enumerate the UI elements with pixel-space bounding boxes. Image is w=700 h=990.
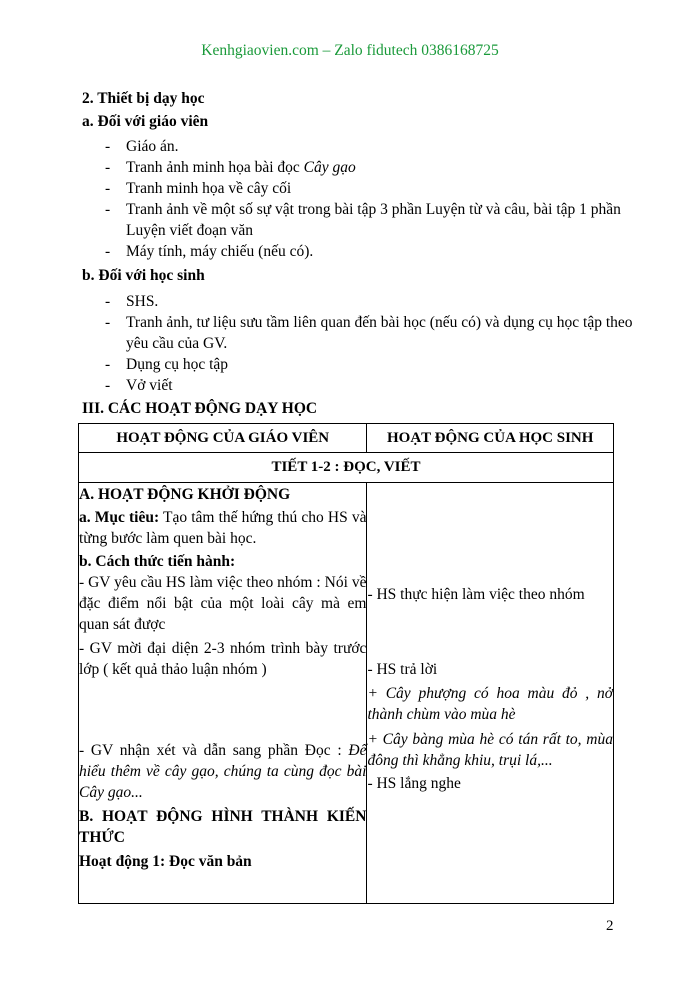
teacher-subtitle: a. Đối với giáo viên bbox=[82, 113, 209, 130]
objective-paragraph: a. Mục tiêu: Tạo tâm thế hứng thú cho HS và từng bước làm quen bài học. bbox=[79, 509, 367, 547]
page-header: Kenhgiaovien.com – Zalo fidutech 0386168725 bbox=[201, 42, 499, 59]
teacher-step-2: - GV mời đại diện 2-3 nhóm trình bày trước lớp ( kết quả thảo luận nhóm ) bbox=[79, 640, 367, 678]
activity-1-heading: Hoạt động 1: Đọc văn bản bbox=[79, 853, 252, 870]
list-item: - SHS. bbox=[105, 291, 641, 312]
student-response-1: - HS thực hiện làm việc theo nhóm bbox=[367, 586, 585, 603]
student-response-3: + Cây phượng có hoa màu đỏ , nở thành chùm vào mùa hè bbox=[367, 685, 613, 723]
col-header-student: HOẠT ĐỘNG CỦA HỌC SINH bbox=[367, 424, 614, 453]
student-response-4: + Cây bàng mùa hè có tán rất to, mùa đông thì khẳng khiu, trụi lá,... bbox=[367, 731, 613, 769]
section-3-title: III. CÁC HOẠT ĐỘNG DẠY HỌC bbox=[82, 400, 318, 417]
teacher-step-3: - GV nhận xét và dẫn sang phần Đọc : Để hiểu thêm về cây gạo, chúng ta cùng đọc bài Cây gạo... bbox=[79, 742, 367, 801]
list-item: - Dụng cụ học tập bbox=[105, 354, 641, 375]
activity-a-heading: A. HOẠT ĐỘNG KHỞI ĐỘNG bbox=[79, 486, 291, 503]
student-subtitle: b. Đối với học sinh bbox=[82, 267, 205, 284]
list-item: - Tranh ảnh, tư liệu sưu tầm liên quan đến bài học (nếu có) và dụng cụ học tập theo yêu cầu của GV. bbox=[105, 312, 641, 354]
activity-b-heading: B. HOẠT ĐỘNG HÌNH THÀNH KIẾN THỨC bbox=[79, 808, 367, 846]
activities-table bbox=[78, 423, 614, 904]
list-item: - Tranh minh họa về cây cối bbox=[105, 178, 641, 199]
teacher-equipment-list bbox=[105, 136, 641, 262]
list-item: - Máy tính, máy chiếu (nếu có). bbox=[105, 241, 641, 262]
student-equipment-list bbox=[105, 291, 641, 396]
list-item: - Tranh ảnh về một số sự vật trong bài tập 3 phần Luyện từ và câu, bài tập 1 phần Luyện viết đoạn văn bbox=[105, 199, 641, 241]
student-response-2: - HS trả lời bbox=[367, 661, 438, 678]
section-2-title: 2. Thiết bị dạy học bbox=[82, 90, 205, 107]
teacher-step-1: - GV yêu cầu HS làm việc theo nhóm : Nói về đặc điểm nổi bật của một loài cây mà em quan sát được bbox=[79, 574, 367, 633]
teacher-activities-cell bbox=[79, 483, 367, 904]
page-number: 2 bbox=[606, 918, 614, 934]
col-header-teacher: HOẠT ĐỘNG CỦA GIÁO VIÊN bbox=[79, 424, 367, 453]
student-activities-cell bbox=[367, 483, 614, 904]
method-label: b. Cách thức tiến hành: bbox=[79, 553, 236, 570]
list-item: - Giáo án. bbox=[105, 136, 641, 157]
list-item: - Vở viết bbox=[105, 375, 641, 396]
list-item: - Tranh ảnh minh họa bài đọc Cây gạo bbox=[105, 157, 641, 178]
student-response-5: - HS lắng nghe bbox=[367, 775, 461, 792]
lesson-row: TIẾT 1-2 : ĐỌC, VIẾT bbox=[79, 453, 614, 483]
